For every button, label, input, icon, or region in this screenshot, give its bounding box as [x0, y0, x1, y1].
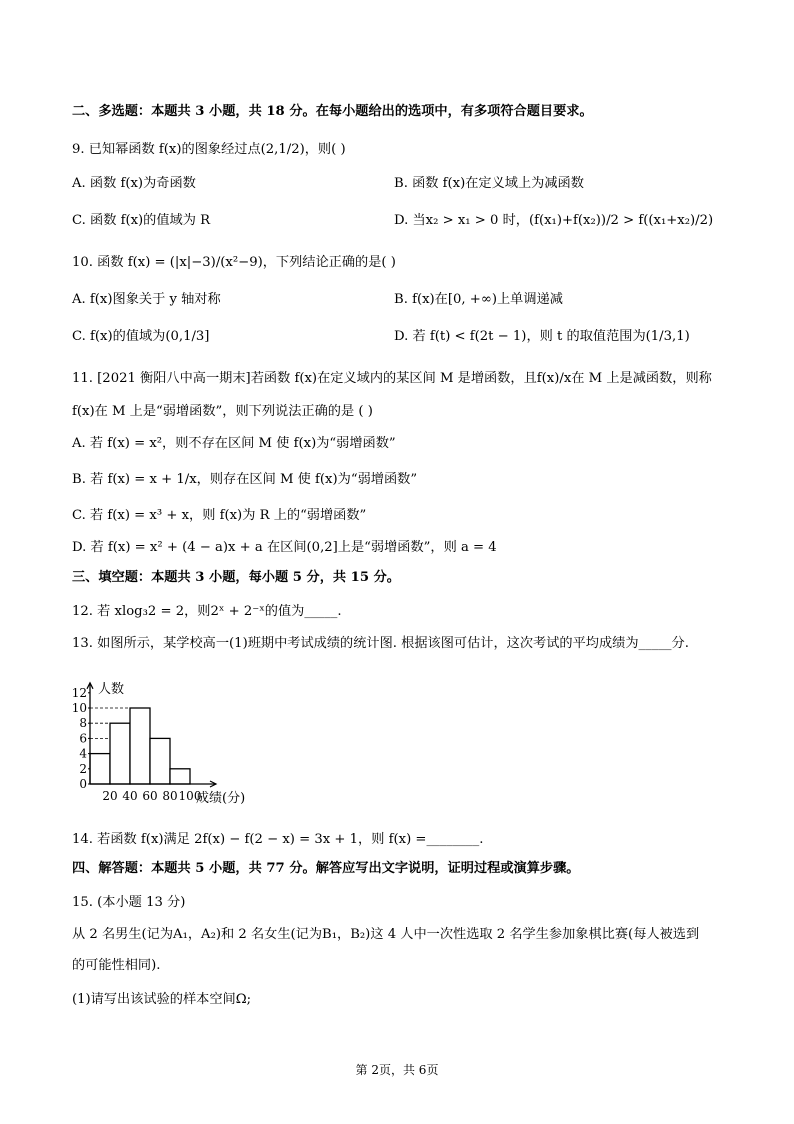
- q9-option-a: A. 函数 f(x)为奇函数: [72, 176, 196, 191]
- q15-title: 15. (本小题 13 分): [72, 895, 186, 910]
- chart-x-tick-label: 80: [162, 789, 178, 803]
- q9-option-d: D. 当x₂ > x₁ > 0 时，(f(x₁)+f(x₂))/2 > f((x₁+x₂)/2): [394, 213, 714, 228]
- q14-text: 14. 若函数 f(x)满足 2f(x) − f(2 − x) = 3x + 1，则 f(x) =________.: [72, 832, 484, 847]
- q10-option-a: A. f(x)图象关于 y 轴对称: [72, 292, 221, 307]
- q12-text: 12. 若 xlog₃2 = 2，则2ˣ + 2⁻ˣ的值为_____.: [72, 604, 342, 619]
- chart-y-tick-label: 2: [79, 761, 87, 776]
- score-histogram: [66, 672, 296, 812]
- page-footer: 第 2页，共 6页: [355, 1063, 439, 1077]
- q9-option-c: C. 函数 f(x)的值域为 R: [72, 213, 211, 228]
- q11-option-c: C. 若 f(x) = x³ + x，则 f(x)为 R 上的“弱增函数”: [72, 508, 367, 523]
- q11-stem-line2: f(x)在 M 上是“弱增函数”，则下列说法正确的是 ( ): [72, 404, 373, 419]
- chart-x-tick-label: 20: [102, 789, 118, 803]
- q11-option-d: D. 若 f(x) = x² + (4 − a)x + a 在区间(0,2]上是“弱增函数”，则 a = 4: [72, 540, 497, 555]
- chart-y-tick-label: 8: [79, 716, 87, 731]
- chart-x-tick-labels: [102, 789, 201, 803]
- q11-option-b: B. 若 f(x) = x + 1/x，则存在区间 M 使 f(x)为“弱增函数”: [72, 472, 418, 487]
- chart-x-tick-label: 60: [142, 789, 158, 803]
- chart-bar: [110, 723, 130, 784]
- chart-y-tick-label: 0: [79, 777, 87, 791]
- chart-bar: [150, 738, 170, 784]
- chart-y-tick-label: 6: [79, 731, 87, 746]
- chart-x-tick-label: 100: [178, 789, 202, 803]
- section3-heading: 三、填空题：本题共 3 小题，每小题 5 分，共 15 分。: [72, 570, 400, 585]
- q11-stem-line1: 11. [2021 衡阳八中高一期末]若函数 f(x)在定义域内的某区间 M 是增函数，且f(x)/x在 M 上是减函数，则称: [72, 371, 712, 386]
- q11-option-a: A. 若 f(x) = x²，则不存在区间 M 使 f(x)为“弱增函数”: [72, 436, 396, 451]
- chart-y-tick-label: 10: [71, 701, 87, 715]
- q13-text: 13. 如图所示，某学校高一(1)班期中考试成绩的统计图. 根据该图可估计，这次考试的平均成绩为_____分.: [72, 636, 689, 651]
- q10-stem: 10. 函数 f(x) = (|x|−3)/(x²−9)，下列结论正确的是( ): [72, 255, 396, 270]
- chart-y-tick-labels: [72, 686, 88, 791]
- chart-x-tick-label: 40: [122, 789, 138, 803]
- q10-option-d: D. 若 f(t) < f(2t − 1)，则 t 的取值范围为(1/3,1): [394, 329, 690, 344]
- q15-line2: 的可能性相同).: [72, 958, 161, 973]
- section4-heading: 四、解答题：本题共 5 小题，共 77 分。解答应写出文字说明，证明过程或演算步骤。: [72, 861, 580, 876]
- q10-option-b: B. f(x)在[0, +∞)上单调递减: [394, 292, 563, 307]
- chart-bar: [170, 769, 190, 784]
- q9-stem: 9. 已知幂函数 f(x)的图象经过点(2,1/2)，则( ): [72, 142, 346, 157]
- chart-y-tick-label: 4: [79, 746, 87, 761]
- chart-bar: [130, 708, 150, 784]
- chart-bars: [90, 708, 190, 784]
- chart-x-axis-label: 成绩(分): [196, 791, 246, 806]
- q9-option-b: B. 函数 f(x)在定义域上为减函数: [394, 176, 584, 191]
- q15-part1: (1)请写出该试验的样本空间Ω;: [72, 992, 252, 1007]
- chart-bar: [90, 754, 110, 784]
- chart-y-tick-label: 12: [71, 685, 87, 700]
- q10-option-c: C. f(x)的值域为(0,1/3]: [72, 329, 210, 344]
- q15-line1: 从 2 名男生(记为A₁，A₂)和 2 名女生(记为B₁，B₂)这 4 人中一次性选取 2 名学生参加象棋比赛(每人被选到: [72, 927, 700, 942]
- chart-y-axis-label: 人数: [98, 681, 125, 697]
- section2-heading: 二、多选题：本题共 3 小题，共 18 分。在每小题给出的选项中，有多项符合题目要求。: [72, 104, 593, 119]
